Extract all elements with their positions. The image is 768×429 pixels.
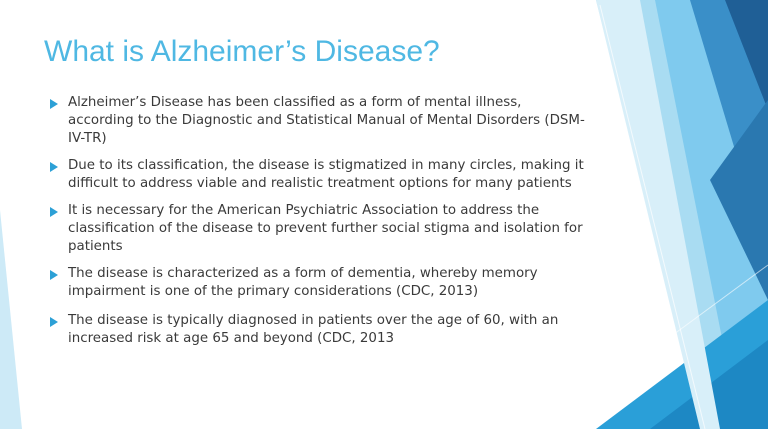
bullet-arrow-icon [50, 207, 58, 217]
bullet-text: The disease is characterized as a form of dementia, whereby memory impairment is one of the primary considerations (CDC, 2013) [68, 266, 538, 299]
bullet-item [48, 265, 588, 301]
bullet-text: Alzheimer’s Disease has been classified as a form of mental illness, according to the Diagnostic and Statistical Manual of Mental Disorders (DSM-IV-TR) [68, 95, 585, 146]
slide-title: What is Alzheimer’s Disease? [44, 35, 440, 68]
bullet-item [48, 94, 588, 148]
bullet-list [48, 94, 588, 357]
bullet-arrow-icon [50, 270, 58, 280]
bullet-arrow-icon [50, 99, 58, 109]
bullet-text: It is necessary for the American Psychiatric Association to address the classification of the disease to prevent further social stigma and isolation for patients [68, 203, 583, 254]
bullet-item [48, 312, 588, 348]
bullet-item [48, 157, 588, 193]
left-facet [0, 210, 22, 429]
bullet-item [48, 202, 588, 256]
bullet-text: The disease is typically diagnosed in patients over the age of 60, with an increased risk at age 65 and beyond (CDC, 2013 [68, 313, 559, 346]
bullet-arrow-icon [50, 162, 58, 172]
bullet-arrow-icon [50, 317, 58, 327]
bullet-text: Due to its classification, the disease is stigmatized in many circles, making it difficult to address viable and realistic treatment options for many patients [68, 158, 584, 191]
